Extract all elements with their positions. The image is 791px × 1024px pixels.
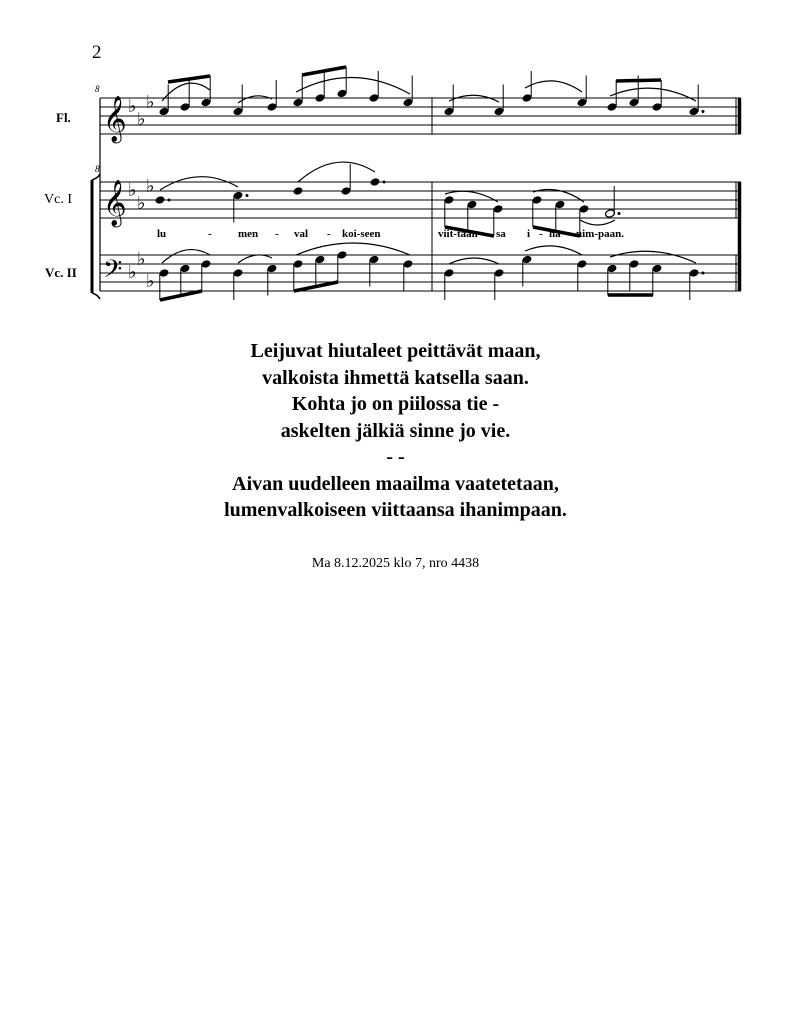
flat-icon: ♭: [146, 271, 155, 291]
flat-icon: ♭: [137, 193, 146, 213]
beam: [616, 80, 661, 81]
lyric-syllable: sa: [496, 228, 506, 240]
bracket-hook: [92, 174, 100, 180]
bracket-hook: [92, 293, 100, 299]
octave-mark-cello1: 8: [95, 164, 100, 174]
music-score: [0, 0, 791, 310]
flat-icon: ♭: [146, 92, 155, 112]
poem-line: lumenvalkoiseen viittaansa ihanimpaan.: [224, 499, 567, 521]
treble-clef-icon: 𝄞: [103, 180, 127, 225]
dot: [702, 272, 705, 275]
slur: [238, 96, 272, 103]
poem-line: Leijuvat hiutaleet peittävät maan,: [250, 340, 541, 362]
poem-line: askelten jälkiä sinne jo vie.: [280, 419, 511, 442]
flat-icon: ♭: [128, 262, 137, 282]
lyric-syllable: men: [238, 228, 259, 240]
slur: [580, 220, 615, 225]
slur: [449, 95, 499, 102]
lyric-hyphen: -: [275, 228, 279, 240]
slur: [449, 258, 499, 264]
slur: [162, 250, 210, 263]
dot: [702, 110, 705, 113]
slur: [160, 177, 238, 190]
dot: [383, 181, 386, 184]
slur: [296, 77, 410, 94]
octave-mark-flute: 8: [95, 84, 100, 94]
cello1-label: Vc. I: [44, 192, 72, 207]
lyric-syllable: i: [527, 228, 531, 240]
poem-line: valkoista ihmettä katsella saan.: [262, 366, 529, 389]
flat-icon: ♭: [146, 176, 155, 196]
slur: [238, 255, 272, 263]
flat-icon: ♭: [137, 109, 146, 129]
lyric-syllable: nim-paan.: [576, 228, 624, 240]
footer-date: Ma 8.12.2025 klo 7, nro 4438: [311, 556, 480, 571]
flat-icon: ♭: [128, 96, 137, 116]
lyric-syllable: ha: [549, 228, 561, 240]
lyric-hyphen: -: [208, 228, 212, 240]
lyrics-line: [157, 228, 624, 240]
flat-icon: ♭: [128, 180, 137, 200]
poem: [0, 338, 791, 524]
note-head: [370, 177, 381, 187]
dot: [246, 194, 249, 197]
flat-icon: ♭: [137, 249, 146, 269]
slur: [610, 251, 696, 263]
lyric-syllable: lu: [157, 228, 167, 240]
bass-clef-icon: 𝄢: [103, 256, 123, 289]
slur: [610, 88, 696, 101]
lyric-syllable: val: [294, 228, 309, 240]
lyric-hyphen: -: [327, 228, 331, 240]
dot: [618, 212, 621, 215]
poem-line: Kohta jo on piilossa tie -: [291, 393, 500, 415]
slur: [525, 246, 582, 255]
page-number: 2: [92, 42, 102, 63]
flute-label: Fl.: [56, 110, 71, 125]
slur: [525, 81, 582, 92]
lyric-hyphen: -: [486, 228, 490, 240]
lyric-hyphen: -: [568, 228, 572, 240]
lyric-syllable: koi-seen: [342, 228, 381, 240]
slur: [298, 162, 375, 182]
note-head: [293, 186, 304, 196]
lyric-hyphen: -: [539, 228, 543, 240]
treble-clef-icon: 𝄞: [103, 96, 127, 141]
poem-line: Aivan uudelleen maailma vaatetetaan,: [232, 472, 559, 495]
cello2-label: Vc. II: [45, 265, 77, 280]
lyric-syllable: viit-taan: [438, 228, 478, 240]
poem-line: - -: [386, 446, 405, 468]
slur: [296, 243, 410, 255]
dot: [168, 199, 171, 202]
note-head: [155, 195, 166, 205]
